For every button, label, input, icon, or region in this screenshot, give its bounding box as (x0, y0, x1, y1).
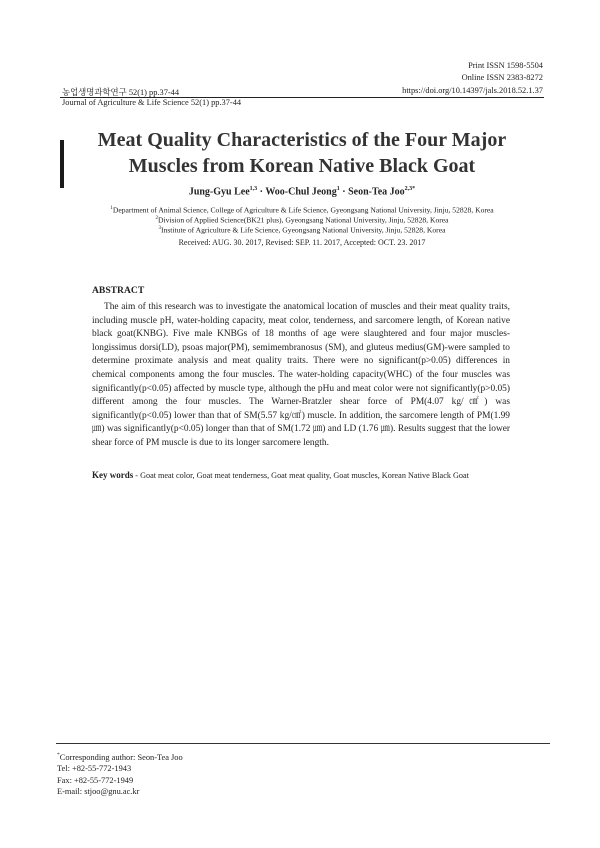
affiliation-mark: 3 (158, 226, 162, 231)
keywords-list: Goat meat color, Goat meat tenderness, Goat meat quality, Goat muscles, Korean Native Black Goat (140, 471, 469, 480)
paper-title (60, 127, 544, 179)
journal-korean-citation: 농업생명과학연구 52(1) pp.37-44 (62, 88, 180, 97)
corresponding-author: Corresponding author: Seon-Tea Joo (59, 752, 183, 762)
corresponding-mark: * (57, 752, 60, 758)
author-list (60, 186, 544, 197)
author-name: Woo-Chul Jeong (265, 186, 337, 198)
author-affiliation-mark: 2,3* (404, 186, 416, 192)
online-issn: Online ISSN 2383-8272 (461, 73, 543, 82)
affiliation-text: Department of Animal Science, College of Agriculture & Life Science, Gyeongsang National University, Jinju, 52828, Korea (112, 205, 494, 215)
title-line-1: Meat Quality Characteristics of the Four Major (97, 129, 507, 151)
abstract-body: The aim of this research was to investigate the anatomical location of muscles and their meat quality traits, including muscle pH, water-holding capacity, meat color, tenderness, and sarcomere length, of Korean native black goat(KNBG). Five male KNBGs of 18 months of age were slaughtered and four major muscles-longissimus dorsi(LD), psoas major(PM), semimembranosus (SM), and gluteus medius(GM)-were sampled to determine proximate analysis and meat quality traits. There were no significant(p>0.05) differences in chemical components among the four muscles. The water-holding capacity(WHC) of the four muscles was significantly(p<0.05) affected by muscle type, although the pHu and meat color were not significantly(p>0.05) different among the four muscles. The Warner-Bratzler shear force of PM(4.07 kg/㎠) was significantly(p<0.05) lower than that of SM(5.57 kg/㎠) muscle. In addition, the sarcomere length of PM(1.99 ㎛) was significantly(p<0.05) longer than that of SM(1.72 ㎛) and LD (1.76 ㎛). Results suggest that the lower shear force of PM muscle is due to its longer sarcomere length. (92, 302, 510, 448)
author-separator: · (342, 186, 346, 198)
affiliation-mark: 1 (110, 206, 113, 211)
doi-link[interactable]: https://doi.org/10.14397/jals.2018.52.1.37 (402, 86, 543, 95)
affiliation-text: Division of Applied Science(BK21 plus), Gyeongsang National University, Jinju, 52828, Korea (157, 215, 449, 225)
email[interactable]: E-mail: stjoo@gnu.ac.kr (57, 787, 140, 797)
corresponding-author-footnote (57, 750, 183, 798)
fax: Fax: +82-55-772-1949 (57, 775, 134, 785)
author-name: Seon-Tea Joo (348, 186, 405, 198)
received-dates: Received: AUG. 30. 2017, Revised: SEP. 11. 2017, Accepted: OCT. 23. 2017 (178, 238, 426, 247)
keywords-separator: - (133, 471, 141, 480)
affiliation (60, 224, 544, 236)
print-issn: Print ISSN 1598-5504 (468, 61, 543, 70)
author-affiliation-mark: 1,3 (249, 186, 258, 192)
keywords (92, 470, 512, 480)
author-affiliation-mark: 1 (336, 186, 340, 192)
affiliation-mark: 2 (155, 216, 158, 221)
keywords-label: Key words (92, 470, 134, 480)
abstract-heading: ABSTRACT (92, 285, 145, 296)
author-separator: · (259, 186, 263, 198)
telephone: Tel: +82-55-772-1943 (57, 764, 132, 774)
footnote-rule (56, 743, 550, 744)
title-line-2: Muscles from Korean Native Black Goat (128, 155, 476, 177)
affiliation-text: Institute of Agriculture & Life Science, Gyeongsang National University, Jinju, 52828, Korea (161, 225, 446, 235)
journal-english-citation: Journal of Agriculture & Life Science 52(1) pp.37-44 (62, 98, 242, 107)
author-name: Jung-Gyu Lee (188, 186, 250, 198)
